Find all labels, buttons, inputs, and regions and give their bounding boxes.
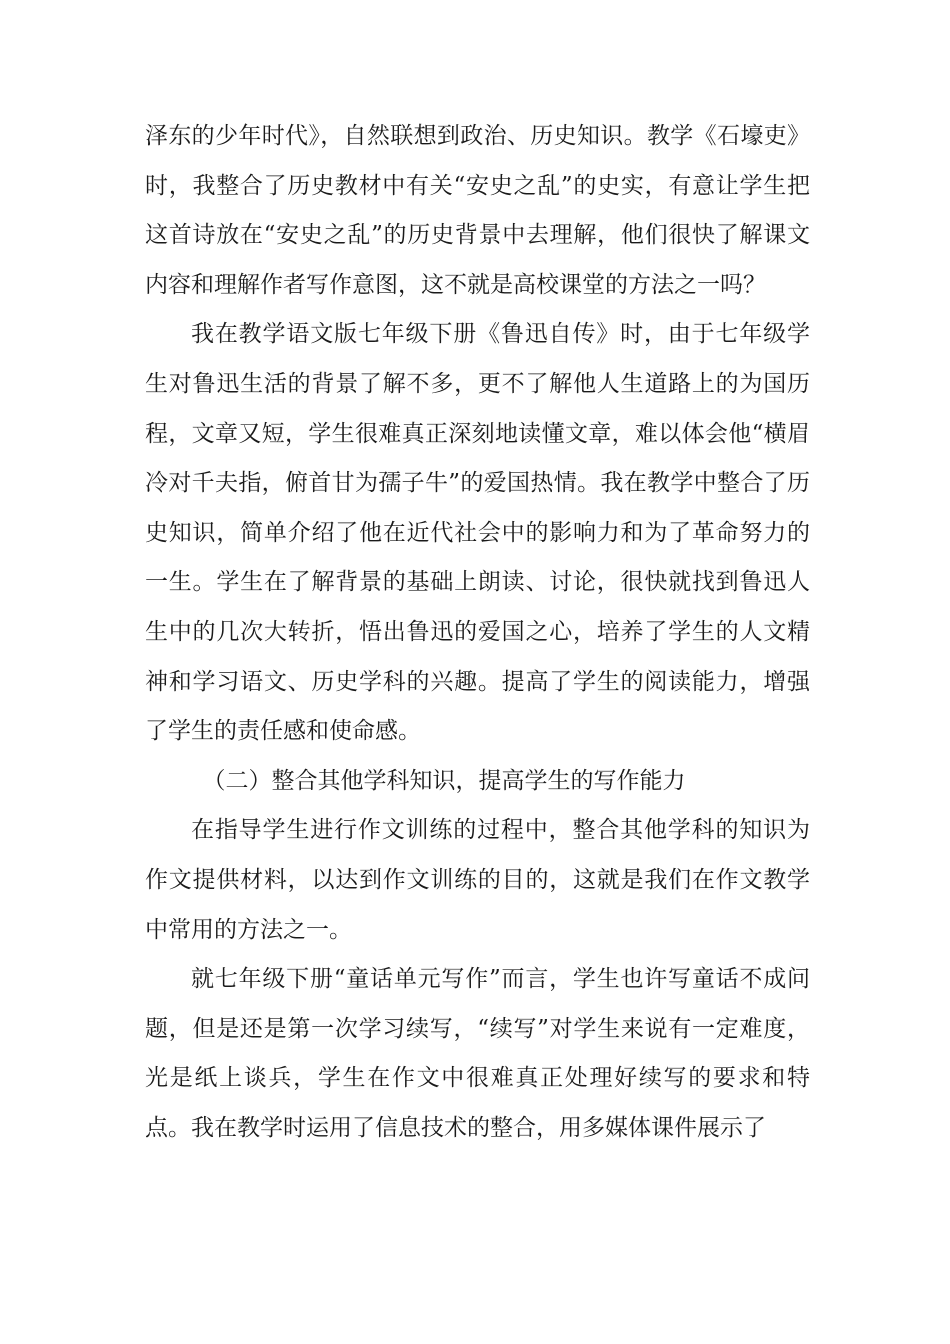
paragraph-luxun: 我在教学语文版七年级下册《鲁迅自传》时，由于七年级学生对鲁迅生活的背景了解不多，更不了解他人生道路上的为国历程，文章又短，学生很难真正深刻地读懂文章，难以体会他“横眉冷对千夫指，俯首甘为孺子牛”的爱国热情。我在教学中整合了历史知识，简单介绍了他在近代社会中的影响力和为了革命努力的一生。学生在了解背景的基础上朗读、讨论，很快就找到鲁迅人生中的几次大转折，悟出鲁迅的爱国之心，培养了学生的人文精神和学习语文、历史学科的兴趣。提高了学生的阅读能力，增强了学生的责任感和使命感。 [145,321,810,745]
paragraph-writing-guidance: 在指导学生进行作文训练的过程中，整合其他学科的知识为作文提供材料，以达到作文训练的目的，这就是我们在作文教学中常用的方法之一。 [145,817,810,943]
section-heading: （二）整合其他学科知识，提高学生的写作能力 [202,767,686,794]
paragraph-fairy-tale-unit: 就七年级下册“童话单元写作”而言，学生也许写童话不成问题，但是还是第一次学习续写，“续写”对学生来说有一定难度，光是纸上谈兵，学生在作文中很难真正处理好续写的要求和特点。我在教学时运用了信息技术的整合，用多媒体课件展示了 [145,966,810,1141]
body-text [145,112,810,1153]
paragraph-continuation: 泽东的少年时代》，自然联想到政治、历史知识。教学《石壕吏》时，我整合了历史教材中有关“安史之乱”的史实，有意让学生把这首诗放在“安史之乱”的历史背景中去理解，他们很快了解课文内容和理解作者写作意图，这不就是高校课堂的方法之一吗？ [145,123,810,298]
